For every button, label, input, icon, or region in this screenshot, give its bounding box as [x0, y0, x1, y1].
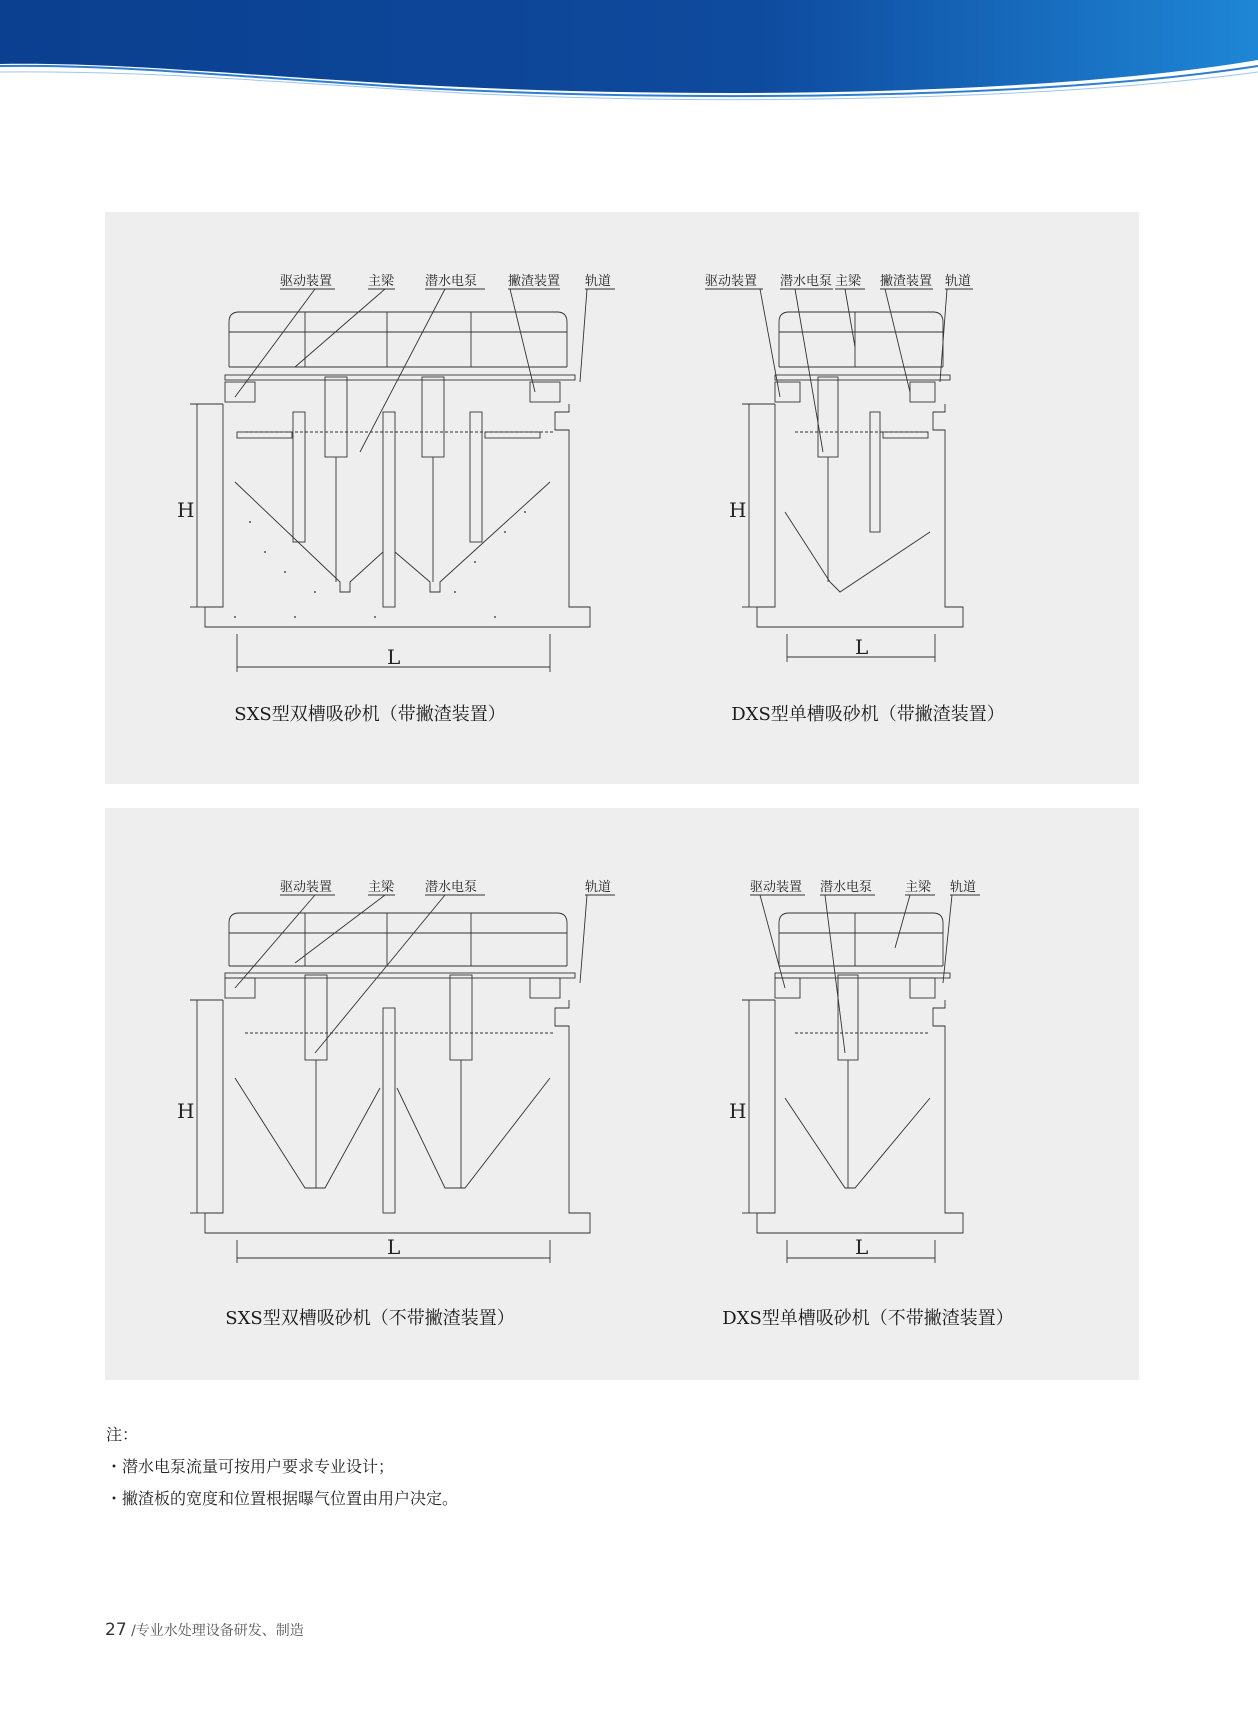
- dim-h: H: [729, 1099, 747, 1123]
- label-pump: 潜水电泵: [820, 880, 873, 895]
- dim-l: L: [387, 1235, 401, 1259]
- label-drive: 驱动装置: [280, 274, 333, 289]
- dim-l: L: [855, 1235, 869, 1259]
- label-beam: 主梁: [368, 274, 395, 289]
- diagram-dxs-with-skimmer: [705, 272, 1005, 672]
- label-rail: 轨道: [585, 880, 612, 895]
- dim-h: H: [729, 498, 747, 522]
- caption-sxs-without-skimmer: SXS型双槽吸砂机（不带撇渣装置）: [225, 1308, 515, 1329]
- dxs-drawing-2: [705, 878, 1005, 1278]
- note-item-2: ・撇渣板的宽度和位置根据曝气位置由用户决定。: [106, 1489, 459, 1508]
- label-skimmer: 撇渣装置: [508, 274, 561, 289]
- dim-h: H: [177, 498, 195, 522]
- diagram-panel-with-skimmer: [105, 212, 1139, 784]
- caption-dxs-with-skimmer: DXS型单槽吸砂机（带撇渣装置）: [731, 704, 1005, 725]
- notes-title: 注：: [106, 1425, 139, 1444]
- label-pump: 潜水电泵: [425, 880, 478, 895]
- diagram-sxs-with-skimmer: [175, 272, 625, 672]
- footer: [105, 1620, 304, 1640]
- label-rail: 轨道: [945, 274, 972, 289]
- diagram-dxs-without-skimmer: [705, 878, 1005, 1278]
- label-rail: 轨道: [950, 880, 977, 895]
- dxs-drawing-1: [705, 272, 1005, 672]
- label-rail: 轨道: [585, 274, 612, 289]
- caption-dxs-without-skimmer: DXS型单槽吸砂机（不带撇渣装置）: [722, 1308, 1014, 1329]
- sxs-drawing-2: [175, 878, 625, 1278]
- label-beam: 主梁: [835, 274, 862, 289]
- label-drive: 驱动装置: [750, 880, 803, 895]
- sxs-drawing-1: [175, 272, 625, 672]
- diagram-sxs-without-skimmer: [175, 878, 625, 1278]
- dim-h: H: [177, 1099, 195, 1123]
- header-band: [0, 0, 1258, 120]
- dim-l: L: [855, 635, 869, 659]
- footer-text: /专业水处理设备研发、制造: [126, 1623, 304, 1639]
- note-item-1: ・潜水电泵流量可按用户要求专业设计；: [106, 1457, 395, 1476]
- caption-sxs-with-skimmer: SXS型双槽吸砂机（带撇渣装置）: [234, 704, 506, 725]
- label-beam: 主梁: [368, 880, 395, 895]
- label-pump: 潜水电泵: [780, 274, 833, 289]
- label-skimmer: 撇渣装置: [880, 274, 933, 289]
- label-drive: 驱动装置: [705, 274, 758, 289]
- notes: [106, 1419, 458, 1515]
- diagram-panel-without-skimmer: [105, 808, 1139, 1380]
- page-number: 27: [105, 1620, 127, 1640]
- label-beam: 主梁: [905, 880, 932, 895]
- label-pump: 潜水电泵: [425, 274, 478, 289]
- label-drive: 驱动装置: [280, 880, 333, 895]
- dim-l: L: [387, 645, 401, 669]
